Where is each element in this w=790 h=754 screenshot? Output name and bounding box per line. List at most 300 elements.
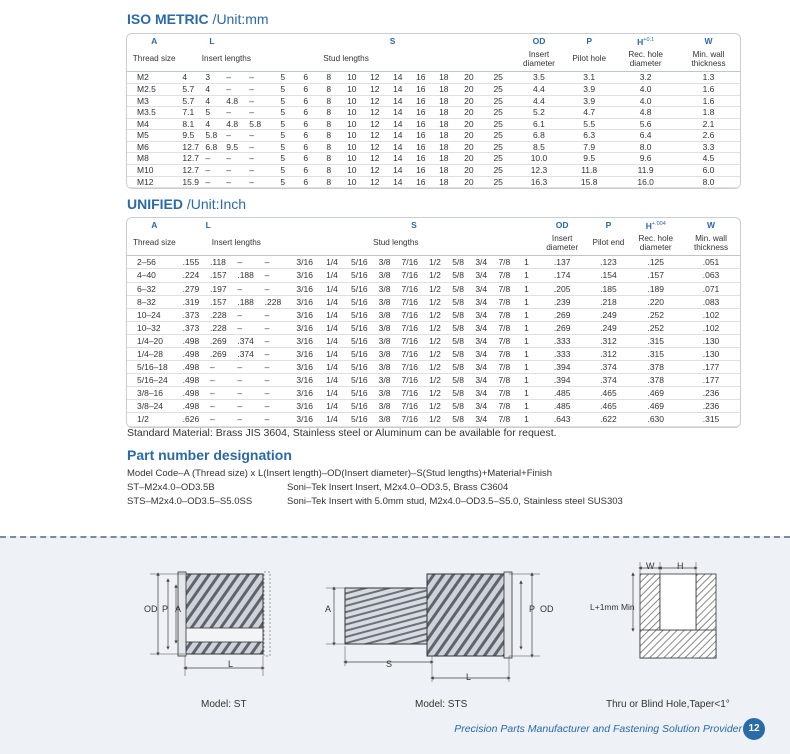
table-row bbox=[127, 107, 740, 119]
table-cell: .312 bbox=[587, 347, 629, 360]
table-cell: 7/8 bbox=[493, 387, 516, 400]
table-cell: 6 bbox=[294, 95, 317, 107]
table-cell: 1/4 bbox=[318, 321, 345, 334]
table-cell: 25 bbox=[482, 72, 513, 84]
table-cell: 8.0 bbox=[614, 141, 677, 153]
table-cell: .269 bbox=[209, 334, 236, 347]
table-cell: 7/16 bbox=[396, 282, 423, 295]
unified-head-insert-lengths: Insert lengths bbox=[182, 232, 291, 256]
table-cell: M5 bbox=[127, 130, 181, 142]
table-cell: 3/16 bbox=[291, 282, 318, 295]
table-cell: .220 bbox=[629, 295, 682, 308]
table-cell: 5 bbox=[271, 176, 294, 188]
table-cell: 3/4 bbox=[470, 308, 493, 321]
sts-dim-od: OD bbox=[540, 604, 554, 614]
table-cell: 8 bbox=[317, 118, 340, 130]
table-cell: 8 bbox=[317, 107, 340, 119]
metric-letter-s: S bbox=[389, 35, 396, 46]
table-cell: .123 bbox=[587, 256, 629, 269]
table-cell: 3/4 bbox=[470, 361, 493, 374]
table-cell: 12.7 bbox=[181, 141, 204, 153]
sts-dim-a: A bbox=[325, 604, 332, 614]
st-dim-od: OD bbox=[144, 604, 158, 614]
table-cell: 10–24 bbox=[127, 308, 182, 321]
table-cell: .252 bbox=[629, 321, 682, 334]
table-cell: 4 bbox=[204, 83, 225, 95]
table-cell: .279 bbox=[182, 282, 209, 295]
table-cell: 3/4 bbox=[470, 282, 493, 295]
table-row bbox=[127, 334, 740, 347]
table-cell: 1/2 bbox=[423, 269, 446, 282]
table-cell: 3.5 bbox=[514, 72, 564, 84]
table-cell: .269 bbox=[537, 321, 587, 334]
table-cell: 12 bbox=[363, 107, 386, 119]
table-cell: – bbox=[236, 308, 263, 321]
table-cell: 5.7 bbox=[181, 95, 204, 107]
table-cell: 10 bbox=[340, 107, 363, 119]
table-cell: 5 bbox=[204, 107, 225, 119]
table-cell: 16 bbox=[409, 107, 432, 119]
table-cell: 5/16 bbox=[346, 400, 373, 413]
table-cell: 8 bbox=[317, 83, 340, 95]
table-cell: 20 bbox=[455, 176, 482, 188]
table-cell: 3/4 bbox=[470, 321, 493, 334]
table-cell: .224 bbox=[182, 269, 209, 282]
table-cell: 16.0 bbox=[614, 176, 677, 188]
table-cell: 16 bbox=[409, 176, 432, 188]
table-cell: .626 bbox=[182, 413, 209, 426]
table-cell: .249 bbox=[587, 308, 629, 321]
table-cell: 12.3 bbox=[514, 165, 564, 177]
table-row bbox=[127, 347, 740, 360]
table-cell: 25 bbox=[482, 176, 513, 188]
table-cell: .378 bbox=[629, 361, 682, 374]
table-cell: – bbox=[248, 165, 271, 177]
table-cell: 5/8 bbox=[447, 400, 470, 413]
table-cell: 4–40 bbox=[127, 269, 182, 282]
hole-label: Thru or Blind Hole,Taper<1° bbox=[606, 699, 730, 710]
metric-table bbox=[126, 33, 741, 189]
table-cell: .102 bbox=[682, 308, 740, 321]
table-cell: 14 bbox=[386, 153, 409, 165]
table-cell: – bbox=[264, 400, 291, 413]
table-cell: 6 bbox=[294, 141, 317, 153]
table-cell: 1/2 bbox=[423, 413, 446, 426]
table-cell: 5 bbox=[271, 95, 294, 107]
table-cell: 5/8 bbox=[447, 387, 470, 400]
table-cell: 1/2 bbox=[423, 347, 446, 360]
table-cell: 8.0 bbox=[677, 176, 740, 188]
table-cell: 12.7 bbox=[181, 153, 204, 165]
table-cell: 3 bbox=[204, 72, 225, 84]
table-cell: 5/8 bbox=[447, 347, 470, 360]
table-cell: 8 bbox=[317, 95, 340, 107]
table-cell: 7/8 bbox=[493, 413, 516, 426]
table-cell: 25 bbox=[482, 141, 513, 153]
table-cell: – bbox=[264, 387, 291, 400]
table-cell: 1/4 bbox=[318, 374, 345, 387]
table-cell: 8–32 bbox=[127, 295, 182, 308]
metric-letter-a: A bbox=[151, 35, 158, 46]
table-cell: – bbox=[225, 130, 248, 142]
table-cell: 1 bbox=[516, 347, 537, 360]
st-insert-drawing bbox=[150, 572, 270, 676]
table-cell: M8 bbox=[127, 153, 181, 165]
model-sts-label: Model: STS bbox=[415, 699, 468, 710]
metric-head-thread-size: Thread size bbox=[127, 48, 181, 72]
metric-table-body bbox=[127, 72, 740, 188]
table-cell: 11.8 bbox=[564, 165, 614, 177]
table-cell: 5 bbox=[271, 83, 294, 95]
unified-section-title: UNIFIED /Unit:Inch bbox=[127, 196, 247, 212]
table-cell: 2–56 bbox=[127, 256, 182, 269]
table-row bbox=[127, 72, 740, 84]
table-cell: 25 bbox=[482, 130, 513, 142]
table-cell: 10 bbox=[340, 130, 363, 142]
table-cell: 5/16 bbox=[346, 256, 373, 269]
table-cell: 3/16 bbox=[291, 321, 318, 334]
table-cell: 3/8 bbox=[373, 334, 396, 347]
table-cell: 1/4 bbox=[318, 361, 345, 374]
table-cell: .315 bbox=[682, 413, 740, 426]
table-cell: 14 bbox=[386, 176, 409, 188]
table-cell: 12 bbox=[363, 130, 386, 142]
table-cell: 1.6 bbox=[677, 95, 740, 107]
table-cell: – bbox=[225, 176, 248, 188]
table-cell: .315 bbox=[629, 347, 682, 360]
table-cell: 5/8 bbox=[447, 413, 470, 426]
table-cell: 10.0 bbox=[514, 153, 564, 165]
table-cell: 20 bbox=[455, 141, 482, 153]
table-cell: 18 bbox=[432, 153, 455, 165]
unified-letter-h: $H^{+.004}$ bbox=[645, 220, 666, 231]
table-cell: .374 bbox=[236, 347, 263, 360]
unified-letter-a: A bbox=[151, 219, 158, 230]
table-cell: 20 bbox=[455, 165, 482, 177]
table-cell: – bbox=[264, 321, 291, 334]
material-note: Standard Material: Brass JIS 3604, Stainless steel or Aluminum can be available for request. bbox=[127, 427, 557, 439]
table-cell: .469 bbox=[629, 400, 682, 413]
table-cell: 9.5 bbox=[564, 153, 614, 165]
table-cell: .269 bbox=[209, 347, 236, 360]
table-cell: 7/8 bbox=[493, 269, 516, 282]
table-cell: 3/8 bbox=[373, 269, 396, 282]
unified-table-body bbox=[127, 256, 740, 426]
table-cell: 1.3 bbox=[677, 72, 740, 84]
table-cell: 12 bbox=[363, 165, 386, 177]
table-cell: .252 bbox=[629, 308, 682, 321]
table-cell: – bbox=[264, 374, 291, 387]
table-cell: 3/16 bbox=[291, 361, 318, 374]
table-cell: 1/2 bbox=[423, 374, 446, 387]
table-cell: 8.5 bbox=[514, 141, 564, 153]
table-cell: 6.8 bbox=[204, 141, 225, 153]
table-cell: 1 bbox=[516, 321, 537, 334]
table-cell: .189 bbox=[629, 282, 682, 295]
table-cell: .374 bbox=[587, 374, 629, 387]
table-cell: .205 bbox=[537, 282, 587, 295]
unified-letter-l: L bbox=[205, 219, 211, 230]
table-cell: 11.9 bbox=[614, 165, 677, 177]
table-cell: – bbox=[264, 413, 291, 426]
table-cell: 16 bbox=[409, 83, 432, 95]
table-cell: 18 bbox=[432, 130, 455, 142]
table-cell: – bbox=[204, 153, 225, 165]
table-cell: 18 bbox=[432, 95, 455, 107]
table-cell: 16 bbox=[409, 118, 432, 130]
table-cell: 5/16 bbox=[346, 282, 373, 295]
table-cell: .228 bbox=[209, 321, 236, 334]
table-cell: 3.2 bbox=[614, 72, 677, 84]
table-cell: .154 bbox=[587, 269, 629, 282]
metric-head-pilot-hole: Pilot hole bbox=[564, 48, 614, 72]
table-cell: – bbox=[236, 374, 263, 387]
table-cell: .157 bbox=[629, 269, 682, 282]
table-cell: .315 bbox=[629, 334, 682, 347]
table-cell: 12 bbox=[363, 176, 386, 188]
table-cell: – bbox=[248, 72, 271, 84]
table-cell: .485 bbox=[537, 400, 587, 413]
table-cell: 5/16–24 bbox=[127, 374, 182, 387]
table-cell: 1 bbox=[516, 256, 537, 269]
metric-letter-w: W bbox=[704, 35, 713, 46]
table-cell: 1/4–28 bbox=[127, 347, 182, 360]
metric-letter-od: OD bbox=[532, 35, 546, 46]
table-cell: 4.8 bbox=[225, 95, 248, 107]
table-cell: 15.9 bbox=[181, 176, 204, 188]
footer-tagline: Precision Parts Manufacturer and Fastening Solution Provider bbox=[454, 723, 742, 735]
table-cell: 5/16 bbox=[346, 295, 373, 308]
table-cell: 5/16 bbox=[346, 413, 373, 426]
table-cell: 14 bbox=[386, 130, 409, 142]
table-cell: .063 bbox=[682, 269, 740, 282]
table-cell: 3/4 bbox=[470, 256, 493, 269]
table-cell: 20 bbox=[455, 153, 482, 165]
table-cell: 20 bbox=[455, 118, 482, 130]
table-cell: .312 bbox=[587, 334, 629, 347]
table-cell: 20 bbox=[455, 83, 482, 95]
table-cell: .228 bbox=[209, 308, 236, 321]
table-cell: 1 bbox=[516, 295, 537, 308]
table-cell: – bbox=[236, 400, 263, 413]
table-cell: .051 bbox=[682, 256, 740, 269]
table-cell: .177 bbox=[682, 374, 740, 387]
hole-dim-h: H bbox=[677, 561, 684, 571]
table-cell: 18 bbox=[432, 83, 455, 95]
table-cell: – bbox=[209, 387, 236, 400]
table-cell: 5/16 bbox=[346, 269, 373, 282]
table-cell: 5/8 bbox=[447, 256, 470, 269]
table-cell: 16 bbox=[409, 130, 432, 142]
table-cell: 3/4 bbox=[470, 295, 493, 308]
table-cell: – bbox=[209, 374, 236, 387]
table-cell: 7/16 bbox=[396, 308, 423, 321]
unified-head-rec-hole-diameter: Rec. hole diameter bbox=[629, 232, 682, 256]
table-cell: .269 bbox=[537, 308, 587, 321]
table-cell: 16 bbox=[409, 72, 432, 84]
table-cell: 3/8 bbox=[373, 256, 396, 269]
unified-head-stud-lengths: Stud lengths bbox=[291, 232, 537, 256]
table-cell: – bbox=[248, 176, 271, 188]
table-cell: 3/16 bbox=[291, 400, 318, 413]
table-row bbox=[127, 400, 740, 413]
table-cell: .249 bbox=[587, 321, 629, 334]
table-cell: 5 bbox=[271, 165, 294, 177]
table-cell: 5/8 bbox=[447, 361, 470, 374]
table-cell: 7/8 bbox=[493, 334, 516, 347]
table-row bbox=[127, 361, 740, 374]
table-cell: 9.5 bbox=[181, 130, 204, 142]
table-cell: .130 bbox=[682, 347, 740, 360]
table-row bbox=[127, 130, 740, 142]
table-cell: 18 bbox=[432, 107, 455, 119]
metric-letter-h: $H^{+0.1}$ bbox=[637, 36, 655, 47]
metric-head-min-wall-thickness: Min. wall thickness bbox=[677, 48, 740, 72]
table-cell: 12 bbox=[363, 95, 386, 107]
table-cell: 3/4 bbox=[470, 413, 493, 426]
table-cell: 14 bbox=[386, 95, 409, 107]
table-row bbox=[127, 83, 740, 95]
table-cell: – bbox=[248, 95, 271, 107]
table-cell: 18 bbox=[432, 141, 455, 153]
part-number-formula: Model Code–A (Thread size) x L(Insert length)–OD(Insert diameter)–S(Stud lengths)+Material+Finish bbox=[127, 468, 553, 479]
table-cell: 7/8 bbox=[493, 308, 516, 321]
table-cell: – bbox=[225, 72, 248, 84]
table-cell: – bbox=[248, 107, 271, 119]
st-dim-p: P bbox=[162, 604, 169, 614]
table-cell: .236 bbox=[682, 387, 740, 400]
table-cell: 1/4 bbox=[318, 400, 345, 413]
table-cell: 1 bbox=[516, 361, 537, 374]
table-cell: 1 bbox=[516, 282, 537, 295]
table-cell: 5/8 bbox=[447, 374, 470, 387]
table-cell: 4.4 bbox=[514, 95, 564, 107]
table-cell: .174 bbox=[537, 269, 587, 282]
table-cell: 1/2 bbox=[423, 334, 446, 347]
table-cell: .465 bbox=[587, 400, 629, 413]
table-cell: – bbox=[204, 165, 225, 177]
table-cell: 12 bbox=[363, 141, 386, 153]
table-cell: 1.8 bbox=[677, 107, 740, 119]
table-cell: 7/16 bbox=[396, 295, 423, 308]
table-cell: .083 bbox=[682, 295, 740, 308]
metric-head-insert-diameter: Insert diameter bbox=[514, 48, 564, 72]
table-cell: 8 bbox=[317, 153, 340, 165]
table-row bbox=[127, 295, 740, 308]
table-cell: 7/16 bbox=[396, 321, 423, 334]
table-cell: 3/16 bbox=[291, 269, 318, 282]
table-cell: 1/4 bbox=[318, 282, 345, 295]
table-cell: 10 bbox=[340, 141, 363, 153]
table-cell: – bbox=[225, 153, 248, 165]
table-cell: 3/8 bbox=[373, 321, 396, 334]
table-cell: 14 bbox=[386, 72, 409, 84]
table-cell: 4.8 bbox=[614, 107, 677, 119]
table-cell: 8 bbox=[317, 72, 340, 84]
table-cell: 1 bbox=[516, 400, 537, 413]
table-cell: 3/8 bbox=[373, 374, 396, 387]
table-cell: 5/8 bbox=[447, 295, 470, 308]
table-cell: .102 bbox=[682, 321, 740, 334]
table-cell: 3/4 bbox=[470, 347, 493, 360]
part-number-example-sts: STS–M2x4.0–OD3.5–S5.0SS Soni–Tek Insert with 5.0mm stud, M2x4.0–OD3.5–S5.0, Stainless steel SUS303 bbox=[127, 496, 623, 507]
unified-head-min-wall-thickness: Min. wall thickness bbox=[682, 232, 740, 256]
table-row bbox=[127, 374, 740, 387]
table-cell: 5/16 bbox=[346, 347, 373, 360]
table-cell: 10 bbox=[340, 72, 363, 84]
table-cell: .319 bbox=[182, 295, 209, 308]
table-row bbox=[127, 165, 740, 177]
table-cell: 7/16 bbox=[396, 387, 423, 400]
table-cell: 5/16 bbox=[346, 374, 373, 387]
table-cell: 6–32 bbox=[127, 282, 182, 295]
table-cell: – bbox=[264, 334, 291, 347]
part-number-example-st: ST–M2x4.0–OD3.5B Soni–Tek Insert Insert, M2x4.0–OD3.5, Brass C3604 bbox=[127, 482, 509, 493]
table-cell: 18 bbox=[432, 165, 455, 177]
table-cell: .185 bbox=[587, 282, 629, 295]
part-number-title: Part number designation bbox=[127, 447, 292, 463]
table-cell: 5/16 bbox=[346, 308, 373, 321]
table-cell: .239 bbox=[537, 295, 587, 308]
table-cell: .177 bbox=[682, 361, 740, 374]
table-cell: – bbox=[264, 256, 291, 269]
table-cell: 7.9 bbox=[564, 141, 614, 153]
table-cell: 3/8 bbox=[373, 282, 396, 295]
table-cell: .125 bbox=[629, 256, 682, 269]
table-cell: 7/16 bbox=[396, 361, 423, 374]
table-cell: 3/8 bbox=[373, 295, 396, 308]
table-cell: 1 bbox=[516, 308, 537, 321]
table-cell: 20 bbox=[455, 95, 482, 107]
table-cell: 14 bbox=[386, 118, 409, 130]
table-cell: M4 bbox=[127, 118, 181, 130]
sts-dim-l: L bbox=[466, 672, 472, 682]
table-cell: 3.9 bbox=[564, 95, 614, 107]
table-cell: 1/2 bbox=[423, 295, 446, 308]
table-cell: .137 bbox=[537, 256, 587, 269]
table-cell: – bbox=[225, 83, 248, 95]
table-cell: .188 bbox=[236, 295, 263, 308]
table-row bbox=[127, 95, 740, 107]
table-cell: 7/16 bbox=[396, 269, 423, 282]
table-cell: 25 bbox=[482, 153, 513, 165]
table-cell: 1/4 bbox=[318, 256, 345, 269]
table-cell: .236 bbox=[682, 400, 740, 413]
table-cell: 1/2 bbox=[423, 308, 446, 321]
table-row bbox=[127, 308, 740, 321]
technical-drawings bbox=[0, 536, 790, 716]
table-cell: 18 bbox=[432, 118, 455, 130]
table-cell: 16 bbox=[409, 165, 432, 177]
table-cell: 1/2 bbox=[423, 400, 446, 413]
table-cell: 5/16–18 bbox=[127, 361, 182, 374]
table-cell: 1/4 bbox=[318, 413, 345, 426]
table-cell: – bbox=[264, 282, 291, 295]
table-cell: 18 bbox=[432, 176, 455, 188]
table-cell: 6 bbox=[294, 83, 317, 95]
table-cell: 3/16 bbox=[291, 347, 318, 360]
table-cell: 1 bbox=[516, 374, 537, 387]
table-cell: – bbox=[209, 361, 236, 374]
table-cell: 6 bbox=[294, 176, 317, 188]
hole-dim-w: W bbox=[646, 561, 655, 571]
table-cell: .188 bbox=[236, 269, 263, 282]
table-cell: .118 bbox=[209, 256, 236, 269]
table-cell: 4.8 bbox=[225, 118, 248, 130]
table-cell: 1 bbox=[516, 387, 537, 400]
table-row bbox=[127, 256, 740, 269]
table-cell: 12 bbox=[363, 118, 386, 130]
